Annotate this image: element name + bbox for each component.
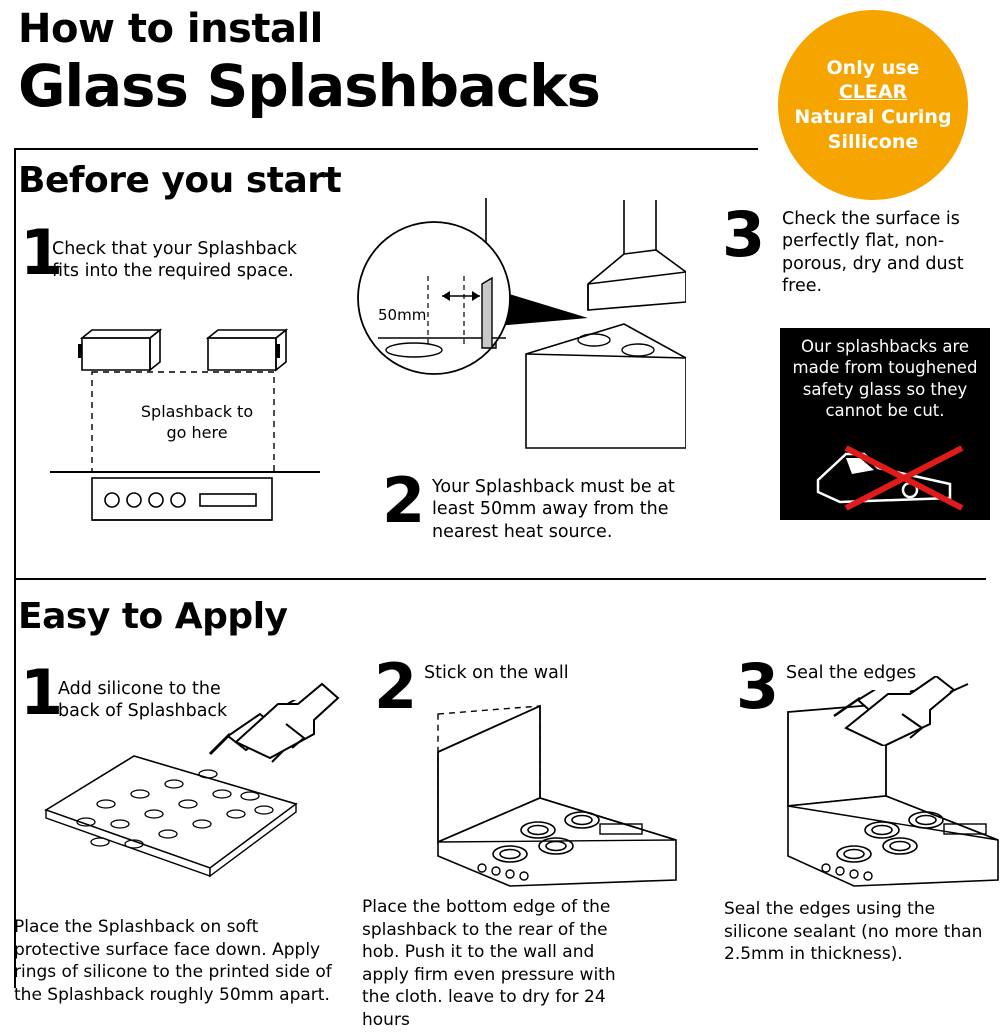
badge-line3: Sillicone	[827, 130, 919, 153]
step-number-2-2: 2	[374, 650, 418, 723]
divider-middle	[14, 578, 986, 580]
caption-2-1: Place the Splashback on soft protective surface face down. Apply rings of silicone to the printed side of the Splashback roughly 50mm apart.	[14, 917, 332, 1005]
diagram-label-splashback-area	[122, 402, 272, 444]
diagram-label-50mm: 50mm	[378, 306, 427, 324]
step-text-1-3: Check the surface is perfectly flat, non-porous, dry and dust free.	[782, 209, 964, 297]
notice-text: Our splashbacks are made from toughened safety glass so they cannot be cut.	[792, 337, 978, 421]
step-number-1-2: 2	[382, 464, 426, 537]
caulking-gun-icon-2	[840, 676, 970, 746]
step-text-1-2: Your Splashback must be at least 50mm away from the nearest heat source.	[432, 477, 675, 542]
badge-line2: Natural Curing	[794, 106, 952, 128]
step-text-1-1: Check that your Splashback fits into the required space.	[52, 239, 298, 282]
step-number-2-3: 3	[736, 650, 780, 723]
step-number-2-1: 1	[20, 656, 64, 729]
step-text-2-2: Stick on the wall	[424, 663, 569, 683]
caption-2-2: Place the bottom edge of the splashback to the rear of the hob. Push it to the wall and apply firm even pressure with the cloth. leave to dry for 24 hours	[362, 897, 616, 1031]
caption-2-3: Seal the edges using the silicone sealant (no more than 2.5mm in thickness).	[724, 899, 983, 965]
page-title-line1: How to install	[18, 6, 323, 52]
badge-line1-emphasis: CLEAR	[838, 81, 908, 104]
page-title-line2: Glass Splashbacks	[18, 52, 600, 120]
diagram-heat-source-distance	[356, 198, 686, 468]
no-cutting-icon	[800, 440, 972, 512]
clear-silicone-badge	[778, 10, 968, 200]
caulking-gun-icon-1	[226, 680, 346, 760]
step-number-1-3: 3	[722, 198, 766, 271]
diagram-label-line2: go here	[166, 422, 228, 442]
step-number-1-1: 1	[20, 216, 64, 289]
section-title-easy-to-apply: Easy to Apply	[18, 596, 288, 637]
diagram-label-line1: Splashback to	[140, 402, 254, 421]
notice-cannot-be-cut	[780, 328, 990, 520]
divider-top	[14, 148, 758, 150]
diagram-stick-on-wall	[360, 690, 680, 890]
section-title-before-you-start: Before you start	[18, 160, 342, 201]
step-text-2-1: Add silicone to the back of Splashback	[58, 679, 228, 722]
badge-line1-pre: Only use	[826, 56, 920, 79]
divider-left-upper	[14, 148, 16, 580]
step-text-2-3: Seal the edges	[786, 663, 917, 683]
